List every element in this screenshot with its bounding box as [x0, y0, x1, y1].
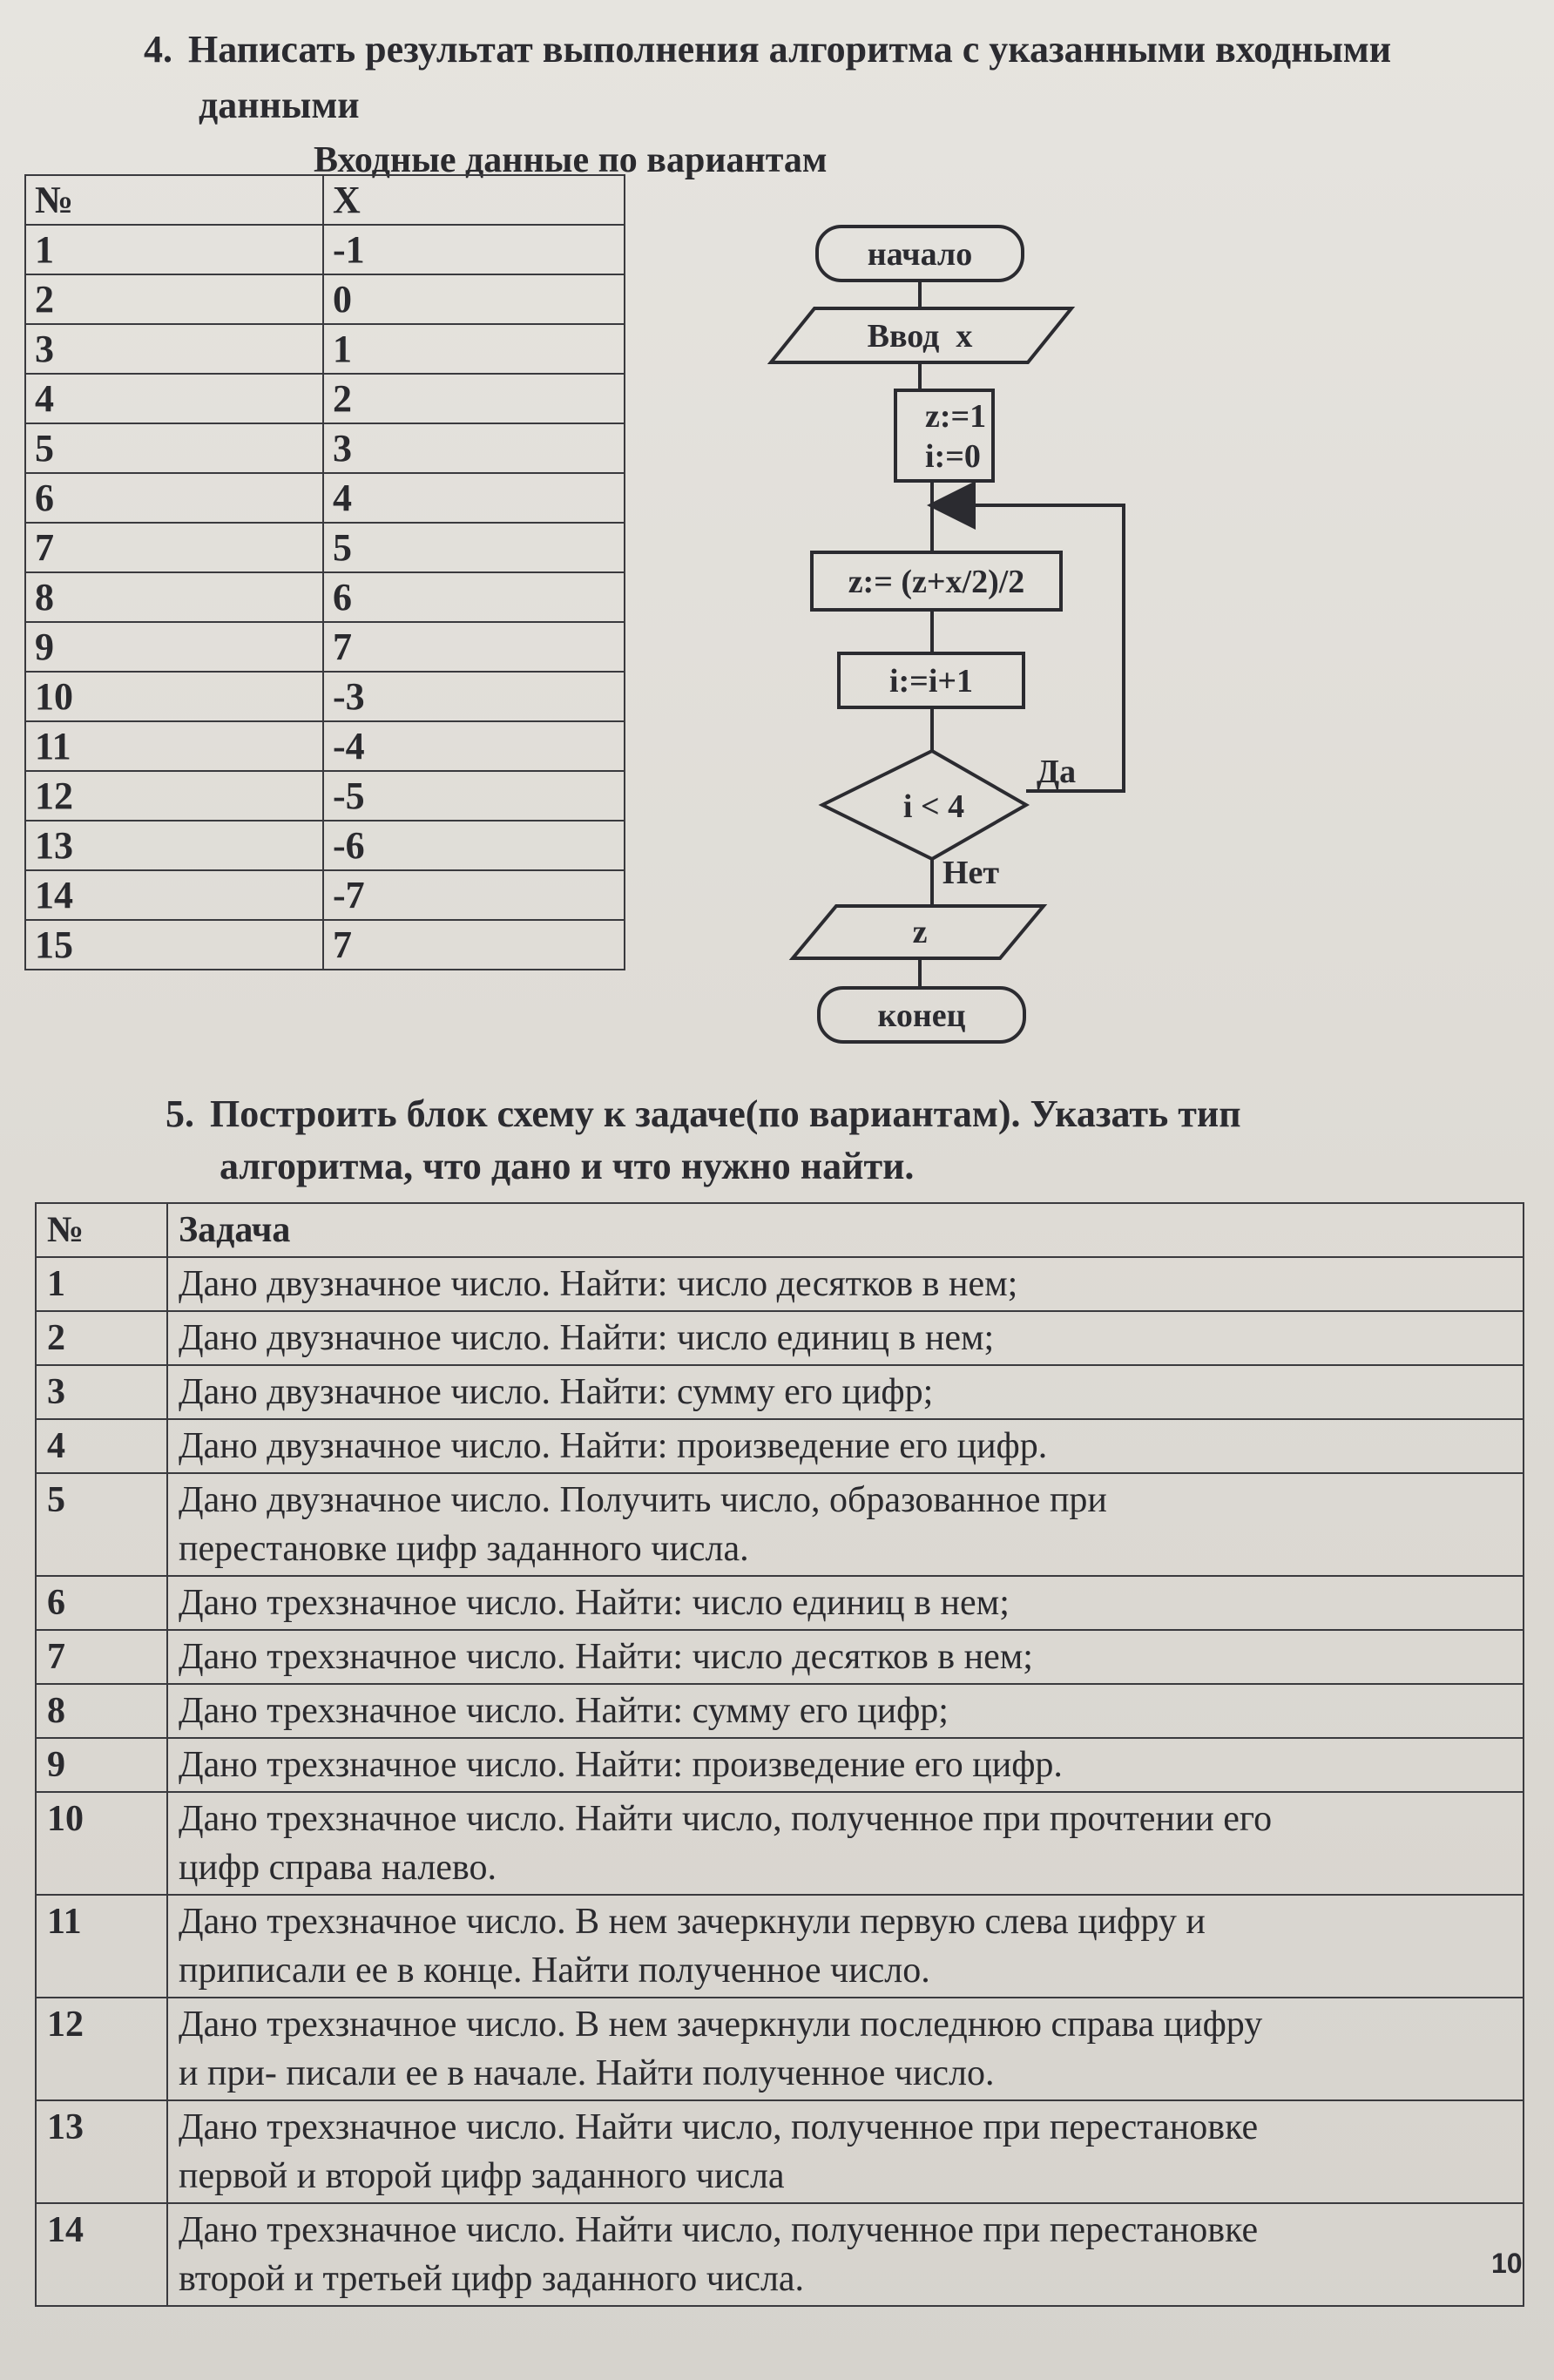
variant-x-cell: 0: [323, 274, 625, 324]
task5-text-line1: Построить блок схему к задаче(по вариантам). Указать тип: [210, 1092, 1241, 1135]
variant-number-cell: 2: [25, 274, 323, 324]
variant-x-cell: 5: [323, 523, 625, 572]
task5-heading-line2: [220, 1141, 914, 1192]
tasks-header-task: Задача: [167, 1203, 1524, 1257]
flow-end-label: конец: [877, 997, 966, 1034]
task-text-line2: первой и второй цифр заданного числа: [179, 2156, 785, 2196]
variants-header-row: [25, 175, 625, 225]
variant-x-cell: -4: [323, 721, 625, 771]
variants-row: [25, 572, 625, 622]
task-text-cell: [167, 1684, 1524, 1738]
variant-x-cell: 7: [323, 622, 625, 672]
task5-text-line2: алгоритма, что дано и что нужно найти.: [220, 1145, 915, 1187]
variants-table-body: [25, 175, 625, 970]
task-text-line2: перестановке цифр заданного числа.: [179, 1529, 749, 1569]
task-number-cell: 10: [36, 1792, 167, 1895]
task-text-line2: и при- писали ее в начале. Найти полученное число.: [179, 2053, 995, 2093]
task-number-cell: 2: [36, 1311, 167, 1365]
variant-x-cell: -6: [323, 821, 625, 870]
task-text-cell: [167, 1792, 1524, 1895]
variants-row: [25, 821, 625, 870]
flow-yes-label: Да: [1037, 754, 1077, 790]
flow-no-label: Нет: [943, 855, 1000, 891]
task-text-line1: Дано двузначное число. Найти: сумму его цифр;: [179, 1372, 934, 1412]
flow-calc-label: z:= (z+x/2)/2: [848, 564, 1025, 600]
tasks-row: [36, 1257, 1524, 1311]
variant-number-cell: 10: [25, 672, 323, 721]
variants-row: [25, 771, 625, 821]
tasks-row: [36, 2100, 1524, 2203]
task-text-line1: Дано трехзначное число. Найти число, полученное при прочтении его: [179, 1799, 1273, 1839]
variants-row: [25, 721, 625, 771]
tasks-header-row: [36, 1203, 1524, 1257]
variant-x-cell: -1: [323, 225, 625, 274]
task-text-line1: Дано трехзначное число. Найти: произведение его цифр.: [179, 1745, 1063, 1785]
task-text-cell: [167, 1738, 1524, 1792]
task-text-line2: второй и третьей цифр заданного числа.: [179, 2259, 805, 2299]
task-text-line1: Дано двузначное число. Получить число, образованное при: [179, 1480, 1107, 1520]
flow-output-label: z: [912, 914, 928, 950]
task-number-cell: 6: [36, 1576, 167, 1630]
tasks-table-body: [36, 1203, 1524, 2306]
task-number-cell: 9: [36, 1738, 167, 1792]
variants-row: [25, 672, 625, 721]
variant-x-cell: -7: [323, 870, 625, 920]
task-number-cell: 5: [36, 1473, 167, 1576]
task-text-line1: Дано двузначное число. Найти: число десятков в нем;: [179, 1264, 1018, 1304]
variants-row: [25, 622, 625, 672]
task-number-cell: 13: [36, 2100, 167, 2203]
task-text-line1: Дано трехзначное число. В нем зачеркнули последнюю справа цифру: [179, 2005, 1263, 2045]
task-text-line1: Дано трехзначное число. Найти число, полученное при перестановке: [179, 2210, 1259, 2250]
variant-x-cell: 7: [323, 920, 625, 970]
task-number-cell: 11: [36, 1895, 167, 1998]
task5-number: 5.: [166, 1092, 194, 1135]
page-number: 10: [1491, 2248, 1523, 2279]
variant-number-cell: 7: [25, 523, 323, 572]
task4-number: 4.: [144, 28, 172, 71]
flow-init-z-label: z:=1: [925, 398, 987, 435]
variant-number-cell: 5: [25, 423, 323, 473]
task-text-cell: [167, 1257, 1524, 1311]
variants-row: [25, 324, 625, 374]
tasks-header-number: №: [36, 1203, 167, 1257]
tasks-row: [36, 1419, 1524, 1473]
tasks-row: [36, 1630, 1524, 1684]
task-number-cell: 4: [36, 1419, 167, 1473]
variant-number-cell: 3: [25, 324, 323, 374]
task-number-cell: 12: [36, 1998, 167, 2100]
variants-row: [25, 870, 625, 920]
flow-init-i-label: i:=0: [925, 438, 981, 475]
variant-number-cell: 14: [25, 870, 323, 920]
tasks-row: [36, 1895, 1524, 1998]
variants-row: [25, 274, 625, 324]
variant-number-cell: 12: [25, 771, 323, 821]
variant-number-cell: 6: [25, 473, 323, 523]
tasks-table: [35, 1202, 1524, 2307]
variant-number-cell: 8: [25, 572, 323, 622]
task-text-cell: [167, 2203, 1524, 2306]
tasks-row: [36, 2203, 1524, 2306]
task-text-cell: [167, 1473, 1524, 1576]
task-text-cell: [167, 1576, 1524, 1630]
variants-header-x: X: [323, 175, 625, 225]
variant-x-cell: 4: [323, 473, 625, 523]
tasks-row: [36, 1576, 1524, 1630]
task-text-cell: [167, 1419, 1524, 1473]
flow-increment-label: i:=i+1: [888, 663, 974, 700]
tasks-row: [36, 1473, 1524, 1576]
variant-number-cell: 1: [25, 225, 323, 274]
task-number-cell: 8: [36, 1684, 167, 1738]
task-text-cell: [167, 1630, 1524, 1684]
flow-loop-back-line: [934, 505, 1124, 791]
task-text-line1: Дано трехзначное число. Найти: число десятков в нем;: [179, 1637, 1033, 1677]
tasks-row: [36, 1792, 1524, 1895]
task-text-line1: Дано трехзначное число. Найти число, полученное при перестановке: [179, 2107, 1259, 2147]
flow-input-label: Ввод x: [867, 318, 973, 355]
tasks-row: [36, 1684, 1524, 1738]
variants-row: [25, 473, 625, 523]
task5-heading: [166, 1089, 1241, 1139]
task4-text-line2: данными: [199, 84, 360, 126]
task-text-line1: Дано двузначное число. Найти: число единиц в нем;: [179, 1318, 995, 1358]
algorithm-flowchart: [749, 209, 1150, 1063]
variant-number-cell: 15: [25, 920, 323, 970]
task4-heading: [144, 24, 1391, 75]
task-text-cell: [167, 2100, 1524, 2203]
variants-row: [25, 523, 625, 572]
tasks-row: [36, 1738, 1524, 1792]
variant-x-cell: 3: [323, 423, 625, 473]
variants-header-number: №: [25, 175, 323, 225]
task-number-cell: 7: [36, 1630, 167, 1684]
variants-row: [25, 225, 625, 274]
variants-row: [25, 920, 625, 970]
task-text-cell: [167, 1998, 1524, 2100]
task4-heading-line2: [199, 80, 360, 131]
task-number-cell: 14: [36, 2203, 167, 2306]
variant-number-cell: 13: [25, 821, 323, 870]
task4-text-line1: Написать результат выполнения алгоритма с указанными входными: [188, 28, 1392, 71]
task-text-line2: приписали ее в конце. Найти полученное число.: [179, 1951, 930, 1991]
variant-number-cell: 9: [25, 622, 323, 672]
task-text-line2: цифр справа налево.: [179, 1848, 497, 1888]
variants-caption: Входные данные по вариантам: [314, 140, 828, 180]
tasks-row: [36, 1998, 1524, 2100]
variant-x-cell: -5: [323, 771, 625, 821]
flow-condition-label: i < 4: [902, 788, 965, 825]
variants-row: [25, 374, 625, 423]
task-text-line1: Дано двузначное число. Найти: произведение его цифр.: [179, 1426, 1048, 1466]
task-text-line1: Дано трехзначное число. В нем зачеркнули первую слева цифру и: [179, 1902, 1206, 1942]
task-number-cell: 3: [36, 1365, 167, 1419]
variants-table: [24, 174, 625, 970]
flow-start-label: начало: [867, 236, 973, 273]
variant-number-cell: 11: [25, 721, 323, 771]
variants-row: [25, 423, 625, 473]
variant-number-cell: 4: [25, 374, 323, 423]
variant-x-cell: 2: [323, 374, 625, 423]
variant-x-cell: -3: [323, 672, 625, 721]
task-text-line1: Дано трехзначное число. Найти: число единиц в нем;: [179, 1583, 1010, 1623]
variant-x-cell: 6: [323, 572, 625, 622]
task-text-cell: [167, 1311, 1524, 1365]
task-text-cell: [167, 1365, 1524, 1419]
task-text-cell: [167, 1895, 1524, 1998]
task-number-cell: 1: [36, 1257, 167, 1311]
tasks-row: [36, 1311, 1524, 1365]
variant-x-cell: 1: [323, 324, 625, 374]
task-text-line1: Дано трехзначное число. Найти: сумму его цифр;: [179, 1691, 949, 1731]
tasks-row: [36, 1365, 1524, 1419]
